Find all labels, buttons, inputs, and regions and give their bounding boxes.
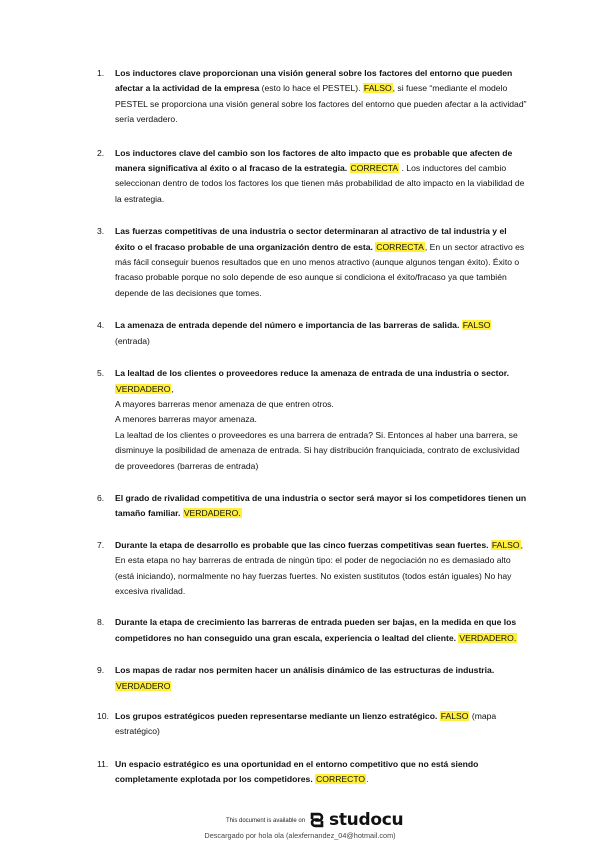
list-item	[97, 757, 527, 788]
item-note: (esto lo hace el PESTEL).	[259, 83, 363, 94]
item-body	[115, 491, 527, 522]
list-item	[97, 66, 527, 128]
item-explanation: ,	[171, 383, 174, 394]
answer-highlight: VERDADERO.	[183, 508, 241, 519]
item-question: El grado de rivalidad competitiva de una industria o sector será mayor si los competidores tienen un tamaño familiar.	[115, 492, 527, 519]
item-question: Las fuerzas competitivas de una industria o sector determinaran al atractivo de tal industria y el éxito o el fracaso probable de una organización dentro de esta.	[115, 226, 507, 252]
item-body	[115, 709, 527, 740]
list-item	[97, 538, 527, 600]
item-question: Durante la etapa de crecimiento las barreras de entrada pueden ser bajas, en la medida en que los competidores no han conseguido una gran escala, experiencia o lealtad del cliente.	[115, 617, 517, 643]
item-number: 11.	[97, 758, 109, 769]
item-number: 1.	[97, 68, 105, 78]
answer-highlight: FALSO	[462, 320, 491, 331]
item-number: 7.	[97, 539, 105, 550]
item-body	[115, 146, 527, 208]
answer-highlight: FALSO	[440, 711, 469, 721]
item-explanation: , En esta etapa no hay barreras de entrada de ningún tipo: el poder de negociación no es demasiado alto (está iniciando), normalmente no hay fuerzas fuertes. No existen sustitutos (todos están iguales) No hay excesiva rivalidad.	[115, 539, 523, 596]
answer-highlight: CORRECTA	[350, 163, 399, 174]
available-on-text: This document is available on	[226, 818, 306, 824]
item-explanation: , si fuese “mediante el modelo PESTEL se proporciona una visión general sobre los factores del entorno que pueden afectar a la actividad” sería verdadero.	[115, 83, 527, 125]
answer-highlight: FALSO	[363, 83, 392, 94]
list-item	[97, 224, 527, 301]
studocu-logo-icon	[308, 811, 326, 829]
item-explanation: , En un sector atractivo es más fácil conseguir buenos resultados que en uno menos atractivo (aunque algunos tengan éxito). Éxito o fracaso probable porque no solo depende de eso aunque si condiciona el éxito/fracaso ya que también depende de las decisiones que tomes.	[115, 241, 525, 298]
studocu-brand: studocu	[329, 810, 404, 830]
item-question: La amenaza de entrada depende del número e importancia de las barreras de salida.	[115, 320, 460, 331]
answer-highlight: VERDADERO.	[459, 632, 517, 643]
list-item	[97, 709, 527, 740]
item-question: Los mapas de radar nos permiten hacer un análisis dinámico de las estructuras de industria.	[115, 665, 495, 676]
item-extra-line: La lealtad de los clientes o proveedores es una barrera de entrada? Si. Entonces al haber una barrera, se disminuye la posibilidad de amenaza de entrada. Si hay distribución franquiciada, contrato de exclusividad de proveedores (barreras de entrada)	[115, 429, 520, 471]
list-item	[97, 318, 527, 349]
question-list	[97, 66, 527, 788]
item-number: 9.	[97, 665, 105, 676]
item-number: 3.	[97, 226, 105, 237]
list-item	[97, 615, 527, 646]
item-body	[115, 318, 527, 349]
download-credit: Descargado por hola ola (alexfernandez_04@hotmail.com)	[204, 831, 396, 840]
item-number: 6.	[97, 492, 105, 503]
item-question: Los inductores clave proporcionan una visión general sobre los factores del entorno que pueden afectar a la actividad de la empresa	[115, 68, 513, 94]
item-number: 5.	[97, 368, 105, 379]
answer-highlight: FALSO	[491, 539, 520, 550]
item-body	[115, 663, 527, 694]
item-extra-line: A menores barreras mayor amenaza.	[115, 414, 257, 425]
answer-highlight: VERDADERO	[116, 680, 171, 691]
item-body	[115, 366, 527, 474]
list-item	[97, 663, 527, 694]
answer-highlight: VERDADERO	[116, 383, 171, 394]
item-body	[115, 757, 527, 788]
item-explanation: . Los inductores del cambio seleccionan dentro de todos los factores los que tienen más probabilidad de alto impacto en la viabilidad de la estrategia.	[115, 163, 525, 204]
item-explanation: .	[366, 774, 369, 785]
footer	[0, 805, 600, 848]
item-question: Un espacio estratégico es una oportunidad en el entorno competitivo que no está siendo completamente explotada por los competidores.	[115, 758, 479, 785]
item-number: 8.	[97, 617, 105, 628]
item-body	[115, 538, 527, 600]
list-item	[97, 146, 527, 208]
item-extra-line: A mayores barreras menor amenaza de que entren otros.	[115, 398, 334, 409]
item-question: La lealtad de los clientes o proveedores reduce la amenaza de entrada de una industria o sector.	[115, 368, 510, 379]
answer-highlight: CORRECTO	[316, 774, 366, 785]
list-item	[97, 491, 527, 522]
list-item	[97, 366, 527, 474]
item-explanation: (entrada)	[115, 335, 150, 346]
item-body	[115, 615, 527, 646]
item-number: 10.	[97, 711, 109, 721]
item-number: 2.	[97, 147, 105, 158]
item-explanation: (mapa estratégico)	[115, 711, 497, 737]
item-question: Los grupos estratégicos pueden representarse mediante un lienzo estratégico.	[115, 711, 438, 721]
item-number: 4.	[97, 320, 105, 331]
answer-highlight: CORRECTA	[376, 241, 424, 252]
item-question: Durante la etapa de desarrollo es probable que las cinco fuerzas competitivas sean fuertes.	[115, 539, 489, 550]
item-body	[115, 66, 527, 128]
item-question: Los inductores clave del cambio son los factores de alto impacto que es probable que afecten de manera significativa al éxito o al fracaso de la estrategia.	[115, 147, 513, 174]
studocu-logo[interactable]	[308, 810, 403, 830]
item-body	[115, 224, 527, 301]
